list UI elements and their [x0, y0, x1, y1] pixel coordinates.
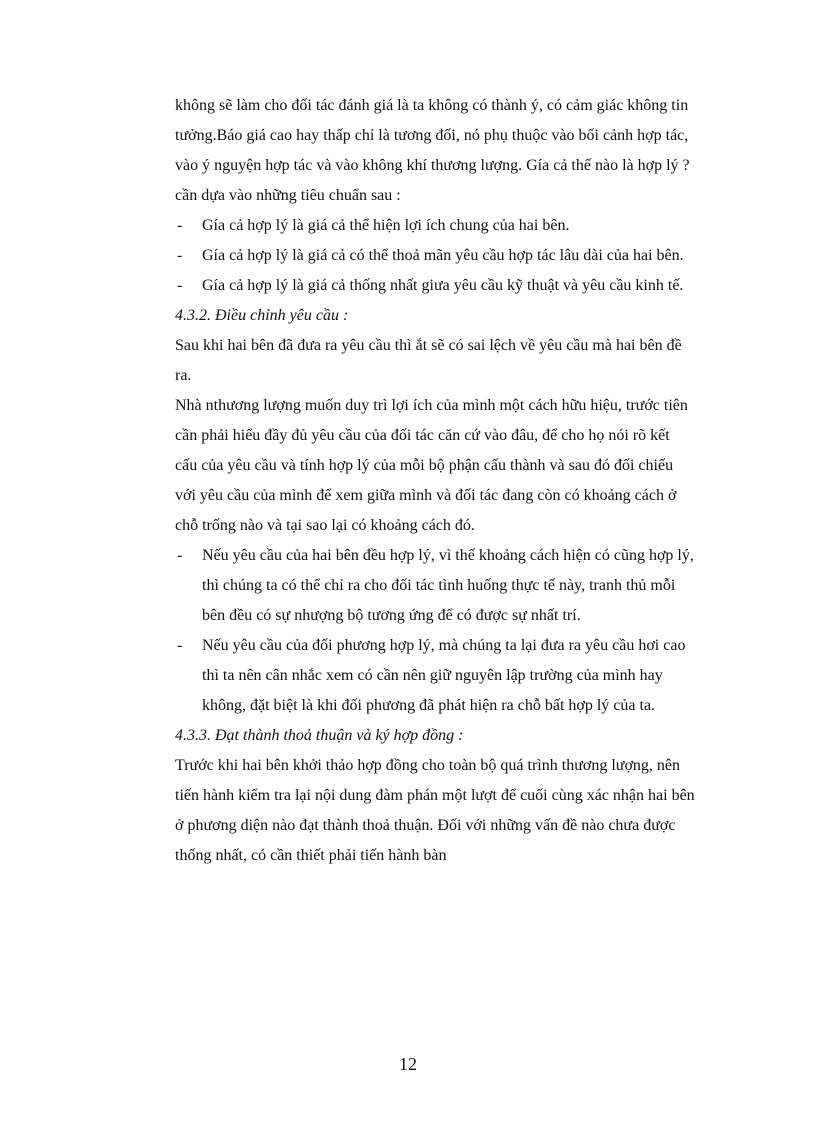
section-heading-4-3-2: 4.3.2. Điều chỉnh yêu cầu :: [175, 307, 349, 324]
list-dash: -: [177, 247, 183, 264]
list-dash: -: [177, 217, 183, 234]
page-number: 12: [399, 1054, 417, 1074]
list-item-text: Gía cả hợp lý là giá cả có thể thoả mãn yêu cầu hợp tác lâu dài của hai bên.: [202, 247, 684, 264]
list-item: [175, 631, 695, 721]
list-item: [175, 241, 695, 271]
paragraph-contract-review: Trước khi hai bên khởi thảo hợp đồng cho toàn bộ quá trình thương lượng, nên tiến hành kiểm tra lại nội dung đàm phán một lượt để cuối cùng xác nhận hai bên ở phương diện nào đạt thành thoả thuận. Đối với những vấn đề nào chưa được thống nhất, có cần thiết phải tiến hành bàn: [175, 757, 695, 864]
paragraph-price-reasonableness: không sẽ làm cho đối tác đánh giá là ta không có thành ý, có cảm giác không tin tưởng.Báo giá cao hay thấp chỉ là tương đối, nó phụ thuộc vào bối cảnh hợp tác, vào ý nguyện hợp tác và vào không khí thương lượng. Gía cả thế nào là hợp lý ? cần dựa vào những tiêu chuẩn sau :: [175, 97, 690, 204]
list-item-text: Nếu yêu cầu của hai bên đều hợp lý, vì thế khoảng cách hiện có cũng hợp lý, thì chúng ta có thể chỉ ra cho đối tác tình huống thực tế này, tranh thủ mỗi bên đều có sự nhượng bộ tương ứng để có được sự nhất trí.: [202, 547, 694, 624]
list-item-text: Nếu yêu cầu của đối phương hợp lý, mà chúng ta lại đưa ra yêu cầu hơi cao thì ta nên cân nhắc xem có cần nên giữ nguyên lập trường của mình hay không, đặt biệt là khi đối phương đã phát hiện ra chỗ bất hợp lý của ta.: [202, 637, 686, 714]
list-item: [175, 271, 695, 301]
adjustment-cases-list: [175, 541, 695, 721]
paragraph-requirement-gap: Sau khi hai bên đã đưa ra yêu cầu thì ắt sẽ có sai lệch về yêu cầu mà hai bên đề ra.: [175, 337, 682, 384]
list-item-text: Gía cả hợp lý là giá cả thể hiện lợi ích chung của hai bên.: [202, 217, 570, 234]
list-dash: -: [177, 637, 183, 654]
list-item-text: Gía cả hợp lý là giá cả thống nhất giưa yêu cầu kỹ thuật và yêu cầu kinh tế.: [202, 277, 684, 294]
section-heading-4-3-3: 4.3.3. Đạt thành thoả thuận và ký hợp đồng :: [175, 727, 464, 744]
price-criteria-list: [175, 211, 695, 301]
list-dash: -: [177, 547, 183, 564]
paragraph-negotiator-strategy: Nhà nthương lượng muốn duy trì lợi ích của mình một cách hữu hiệu, trước tiên cần phải hiểu đầy đủ yêu cầu của đối tác căn cứ vào đâu, để cho họ nói rõ kết cấu của yêu cầu và tính hợp lý của mỗi bộ phận cấu thành và sau đó đối chiếu với yêu cầu của mình để xem giữa mình và đối tác đang còn có khoảng cách ở chỗ trống nào và tại sao lại có khoảng cách đó.: [175, 397, 688, 534]
list-item: [175, 211, 695, 241]
page-content: [175, 91, 695, 871]
list-item: [175, 541, 695, 631]
list-dash: -: [177, 277, 183, 294]
